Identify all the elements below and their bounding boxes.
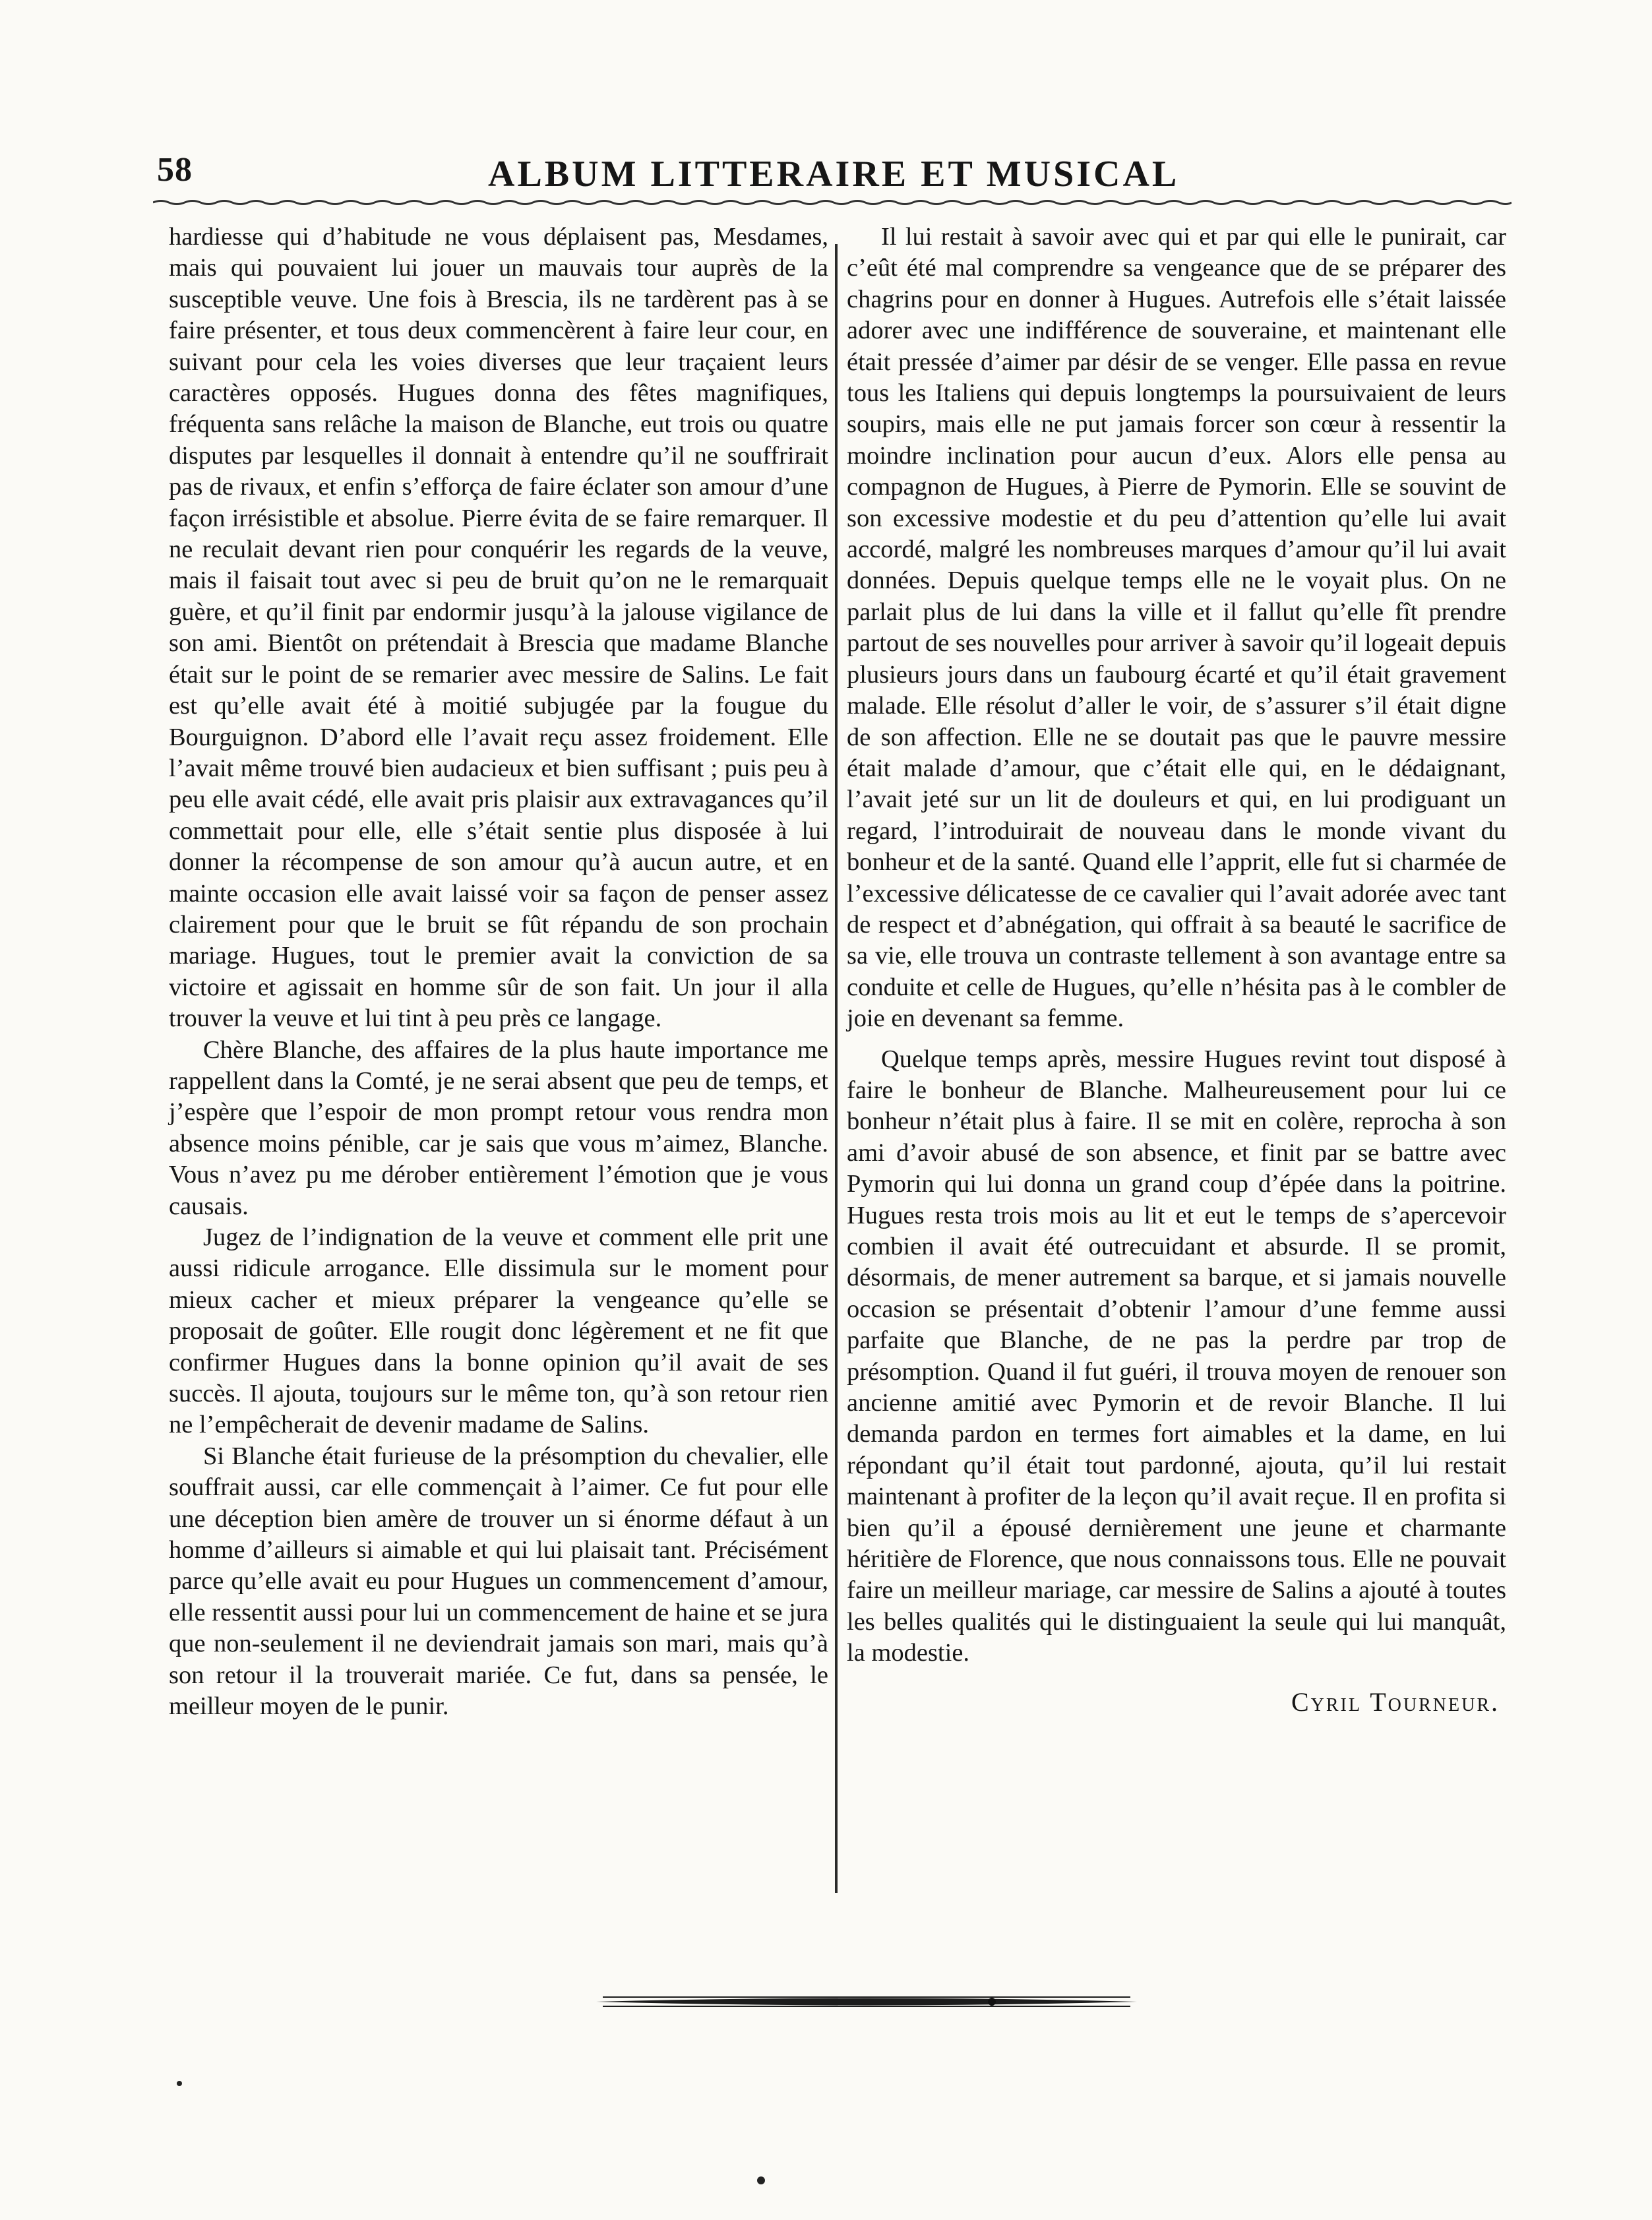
left-column	[169, 222, 828, 1723]
left-paragraph-1: hardiesse qui d’habitude ne vous déplaisent pas, Mesdames, mais qui pouvaient lui jouer un mauvais tour auprès de la susceptible veuve. Une fois à Brescia, ils ne tardèrent pas à se faire présenter, et tous deux commencèrent à faire leur cour, en suivant pour cela les voies diverses que leur traçaient leurs caractères opposés. Hugues donna des fêtes magnifiques, fréquenta sans relâche la maison de Blanche, eut trois ou quatre disputes par lesquelles il donnait à entendre qu’il ne souffrirait pas de rivaux, et enfin s’efforça de faire éclater son amour d’une façon irrésistible et absolue. Pierre évita de se faire remarquer. Il ne reculait devant rien pour conquérir les regards de la veuve, mais il faisait tout avec si peu de bruit qu’on ne le remarquait guère, et qu’il finit par endormir jusqu’à la jalouse vigilance de son ami. Bientôt on prétendait à Brescia que madame Blanche était sur le point de se remarier avec messire de Salins. Le fait est qu’elle avait été à moitié subjugée par la fougue du Bourguignon. D’abord elle l’avait reçu assez froidement. Elle l’avait même trouvé bien audacieux et bien suffisant ; puis peu à peu elle avait cédé, elle avait pris plaisir aux extravagances qu’il commettait pour elle, elle s’était sentie plus disposée à lui donner la récompense de son amour qu’à aucun autre, et en mainte occasion elle avait laissé voir sa façon de penser assez clairement pour que le bruit se fût répandu de son prochain mariage. Hugues, tout le premier avait la conviction de sa victoire et agissait en homme sûr de son fait. Un jour il alla trouver la veuve et lui tint à peu près ce langage.	[169, 223, 828, 1033]
header-rule	[153, 198, 1512, 208]
page-number: 58	[157, 151, 193, 189]
left-paragraph-4: Si Blanche était furieuse de la présomption du chevalier, elle souffrait aussi, car elle commençait à l’aimer. Ce fut pour elle une déception bien amère de trouver un si énorme défaut à un homme d’ailleurs si aimable et qui lui plaisait tant. Précisément parce qu’elle avait eu pour Hugues un commencement d’amour, elle ressentit aussi pour lui un commencement de haine et se jura que non-seulement il ne deviendrait jamais son mari, mais qu’à son retour il la trouverait mariée. Ce fut, dans sa pensée, le meilleur moyen de le punir.	[169, 1442, 828, 1721]
right-paragraph-1: Il lui restait à savoir avec qui et par qui elle le punirait, car c’eût été mal comprendre sa vengeance que de se préparer des chagrins pour en donner à Hugues. Autrefois elle s’était laissée adorer avec une indifférence de souveraine, et maintenant elle était pressée d’aimer par désir de se venger. Elle passa en revue tous les Italiens qui depuis longtemps la poursuivaient de leurs soupirs, mais elle ne put jamais forcer son cœur à ressentir la moindre inclination pour aucun d’eux. Alors elle pensa au compagnon de Hugues, à Pierre de Pymorin. Elle se souvint de son excessive modestie et du peu d’attention qu’elle lui avait accordé, malgré les nombreuses marques d’amour qu’il lui avait données. Depuis quelque temps elle ne le voyait plus. On ne parlait plus de lui dans la ville et il fallut qu’elle fît prendre partout de ses nouvelles pour arriver à savoir qu’il logeait depuis plusieurs jours dans un faubourg écarté et qu’il était gravement malade. Elle résolut d’aller le voir, de s’assurer s’il était digne de son affection. Elle ne se doutait pas que le pauvre messire était malade d’amour, que c’était elle qui, en le dédaignant, l’avait jeté sur un lit de douleurs et qui, en lui prodiguant un regard, l’introduirait de nouveau dans le monde vivant du bonheur et de la santé. Quand elle l’apprit, elle fut si charmée de l’excessive délicatesse de ce cavalier qui l’avait adorée avec tant de respect et d’abnégation, qui offrait à sa beauté le sacrifice de sa vie, elle trouva un contraste tellement à son avantage entre sa conduite et celle de Hugues, qu’elle n’hésita pas à le combler de joie en devenant sa femme.	[847, 223, 1506, 1033]
tail-ornament-rule	[596, 1992, 1137, 2012]
right-column	[847, 222, 1506, 1717]
ink-speck	[757, 2176, 765, 2184]
left-paragraph-3: Jugez de l’indignation de la veuve et comment elle prit une aussi ridicule arrogance. Elle dissimula sur le moment pour mieux cacher et mieux préparer la vengeance qu’elle se proposait de goûter. Elle rougit donc légèrement et ne fit que confirmer Hugues dans la bonne opinion qu’il avait de ses succès. Il ajouta, toujours sur le même ton, qu’à son retour rien ne l’empêcherait de devenir madame de Salins.	[169, 1223, 828, 1439]
right-paragraph-2: Quelque temps après, messire Hugues revint tout disposé à faire le bonheur de Blanche. Malheureusement pour lui ce bonheur n’était plus à faire. Il se mit en colère, reprocha à son ami d’avoir abusé de son absence, et finit par se battre avec Pymorin qui lui donna un grand coup d’épée dans la poitrine. Hugues resta trois mois au lit et eut le temps de s’apercevoir combien il avait été outrecuidant et absurde. Il se promit, désormais, de mener autrement sa barque, et si jamais nouvelle occasion se présentait d’obtenir l’amour d’une femme aussi parfaite que Blanche, de ne pas la perdre par trop de présomption. Quand il fut guéri, il trouva moyen de renouer son ancienne amitié avec Pymorin et de revoir Blanche. Il lui demanda pardon en termes fort aimables et la dame, en lui répondant qu’il était tout pardonné, ajouta, qu’il lui restait maintenant à profiter de la leçon qu’il avait reçue. Il en profita si bien qu’il a épousé dernièrement une jeune et charmante héritière de Florence, que nous connaissons tous. Elle ne pouvait faire un meilleur mariage, car messire de Salins a ajouté à toutes les belles qualités qui le distinguaient la seule qui lui manquât, la modestie.	[847, 1045, 1506, 1667]
running-title: ALBUM LITTERAIRE ET MUSICAL	[488, 154, 1180, 195]
column-divider	[835, 244, 838, 1893]
author-signature: Cyril Tourneur.	[1291, 1686, 1500, 1717]
left-paragraph-2: Chère Blanche, des affaires de la plus haute importance me rappellent dans la Comté, je ne serai absent que peu de temps, et j’espère que l’espoir de mon prompt retour vous rendra mon absence moins pénible, car je sais que vous m’aimez, Blanche. Vous n’avez pu me dérober entièrement l’émotion que je vous causais.	[169, 1035, 828, 1220]
ink-speck	[177, 2081, 182, 2086]
